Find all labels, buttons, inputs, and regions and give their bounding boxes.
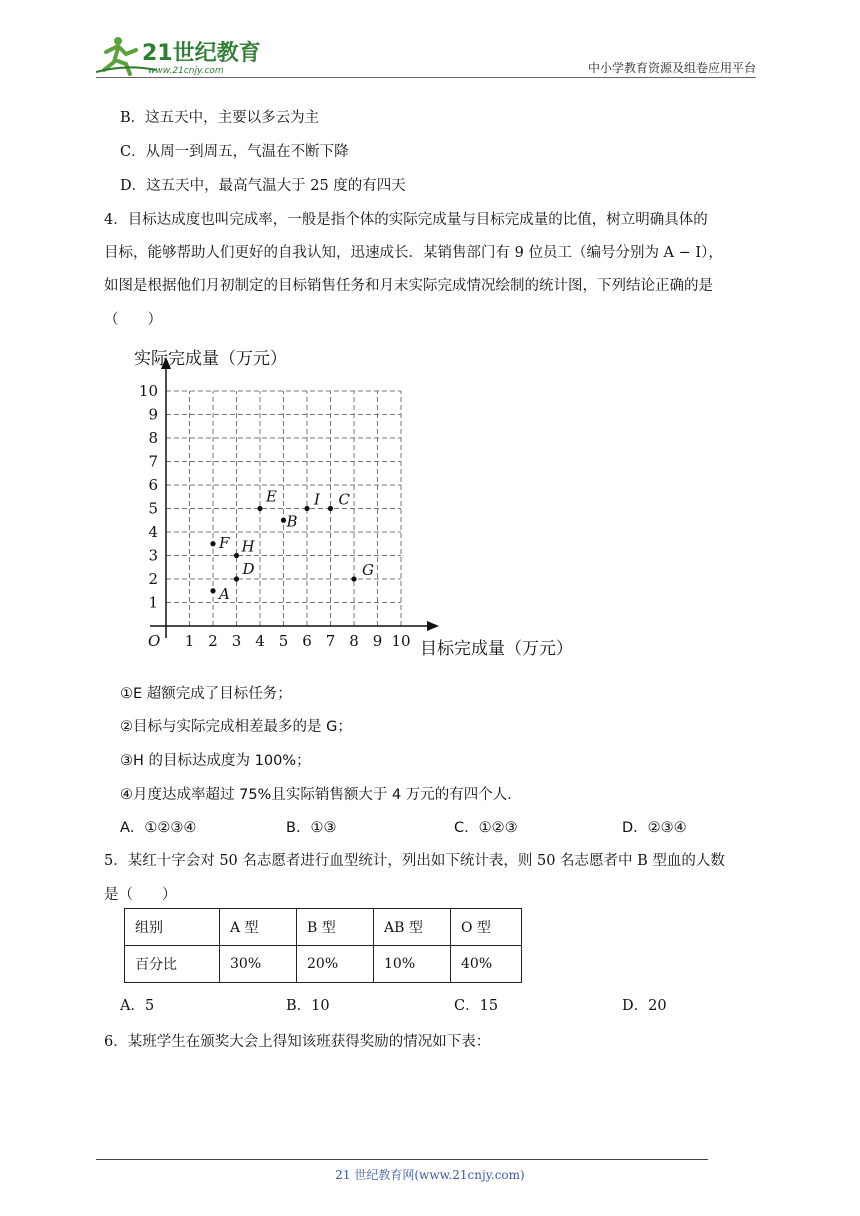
x-tick-label: 4 xyxy=(255,632,265,650)
footer-text: 21 世纪教育网(www.21cnjy.com) xyxy=(335,1168,525,1182)
table-header-cell: A 型 xyxy=(220,909,297,946)
y-tick-label: 4 xyxy=(148,523,158,541)
scatter-chart xyxy=(120,340,580,670)
x-tick-label: 7 xyxy=(325,632,336,650)
chart-points xyxy=(210,488,374,603)
x-tick-label: 6 xyxy=(302,632,312,650)
point-label-f: F xyxy=(219,533,230,552)
chart-ticks xyxy=(139,382,411,650)
point-label-c: C xyxy=(338,490,350,509)
q4-statement-4: ④月度达成率超过 75%且实际销售额大于 4 万元的有四个人． xyxy=(120,787,522,803)
data-point-d xyxy=(234,576,239,581)
chart-grid xyxy=(166,391,401,626)
point-label-g: G xyxy=(362,561,374,579)
q3-option-d: D．这五天中，最高气温大于 25 度的有四天 xyxy=(120,178,406,194)
x-tick-label: 9 xyxy=(372,632,383,650)
x-axis-arrow-icon xyxy=(427,621,439,631)
x-tick-label: 5 xyxy=(278,632,289,650)
svg-text:21世纪教育: 21世纪教育 xyxy=(142,41,261,66)
x-tick-label: 2 xyxy=(208,632,218,650)
header-platform-text: 中小学教育资源及组卷应用平台 xyxy=(587,61,756,75)
x-axis-label: 目标完成量（万元） xyxy=(420,639,573,659)
y-tick-label: 7 xyxy=(148,452,158,471)
point-label-d: D xyxy=(242,560,255,578)
table-cell: 20% xyxy=(297,946,374,983)
q5-option-b[interactable]: B．10 xyxy=(286,998,330,1014)
header-divider xyxy=(96,77,756,78)
y-tick-label: 5 xyxy=(148,499,158,518)
blood-type-table xyxy=(124,908,522,983)
q5-option-a[interactable]: A．5 xyxy=(120,998,155,1014)
point-label-h: H xyxy=(241,537,255,556)
x-tick-label: 8 xyxy=(349,632,359,650)
data-point-h xyxy=(234,553,239,558)
q5-option-c[interactable]: C．15 xyxy=(454,998,499,1014)
q4-statement-3: ③H 的目标达成度为 100%； xyxy=(120,753,311,769)
point-label-b: B xyxy=(286,512,298,531)
q6-line-1: 6．某班学生在颁奖大会上得知该班获得奖励的情况如下表： xyxy=(104,1034,491,1050)
q3-option-b: B．这五天中，主要以多云为主 xyxy=(120,110,320,126)
data-point-i xyxy=(304,506,309,511)
q4-line-1: 4．目标达成度也叫完成率，一般是指个体的实际完成量与目标完成量的比值，树立明确具体的 xyxy=(104,212,708,228)
table-header-cell: B 型 xyxy=(297,909,374,946)
q4-statement-2: ②目标与实际完成相差最多的是 G； xyxy=(120,719,352,735)
data-point-f xyxy=(210,541,215,546)
table-header-cell: 组别 xyxy=(125,909,220,946)
data-point-a xyxy=(210,588,215,593)
table-header-cell: AB 型 xyxy=(374,909,451,946)
table-cell: 10% xyxy=(374,946,451,983)
y-tick-label: 8 xyxy=(148,429,158,447)
table-header-cell: O 型 xyxy=(451,909,522,946)
point-label-i: I xyxy=(314,490,320,509)
q5-line-1: 5．某红十字会对 50 名志愿者进行血型统计，列出如下统计表，则 50 名志愿者中 B 型血的人数 xyxy=(104,853,725,869)
y-axis-label: 实际完成量（万元） xyxy=(134,349,287,369)
x-tick-label: 1 xyxy=(184,632,195,650)
q4-option-a[interactable]: A．①②③④ xyxy=(120,820,197,836)
q4-statement-1: ①E 超额完成了目标任务； xyxy=(120,686,292,702)
page-header xyxy=(96,30,756,80)
origin-label: O xyxy=(148,632,161,650)
y-tick-label: 3 xyxy=(148,546,158,565)
x-tick-label: 10 xyxy=(391,632,411,650)
point-label-a: A xyxy=(219,584,230,603)
table-row xyxy=(125,946,522,983)
q4-line-3: 如图是根据他们月初制定的目标销售任务和月末实际完成情况绘制的统计图，下列结论正确的是 xyxy=(104,278,713,294)
point-label-e: E xyxy=(266,487,277,506)
q4-line-2: 目标，能够帮助人们更好的自我认知，迅速成长．某销售部门有 9 位员工（编号分别为 A − I）， xyxy=(104,245,723,261)
footer-divider xyxy=(96,1159,708,1160)
y-tick-label: 2 xyxy=(148,570,158,588)
data-point-b xyxy=(281,518,286,523)
x-tick-label: 3 xyxy=(231,632,242,650)
q5-line-2: 是（ ） xyxy=(104,887,177,903)
svg-text:www.21cnjy.com: www.21cnjy.com xyxy=(148,66,224,76)
data-point-c xyxy=(328,506,333,511)
logo-21cnjy xyxy=(96,34,266,76)
y-tick-label: 1 xyxy=(148,593,158,612)
y-tick-label: 6 xyxy=(148,476,158,494)
chart-axes xyxy=(150,357,439,638)
q5-option-d[interactable]: D．20 xyxy=(622,998,667,1014)
table-cell: 百分比 xyxy=(125,946,220,983)
q4-option-b[interactable]: B．①③ xyxy=(286,820,337,836)
table-cell: 30% xyxy=(220,946,297,983)
q4-option-d[interactable]: D．②③④ xyxy=(622,820,687,836)
table-cell: 40% xyxy=(451,946,522,983)
q4-option-c[interactable]: C．①②③ xyxy=(454,820,518,836)
data-point-g xyxy=(351,576,356,581)
data-point-e xyxy=(257,506,262,511)
y-tick-label: 10 xyxy=(138,382,158,400)
table-row xyxy=(125,909,522,946)
q4-line-4: （ ） xyxy=(104,312,162,328)
y-tick-label: 9 xyxy=(148,405,158,424)
q3-option-c: C．从周一到周五，气温在不断下降 xyxy=(120,144,349,160)
